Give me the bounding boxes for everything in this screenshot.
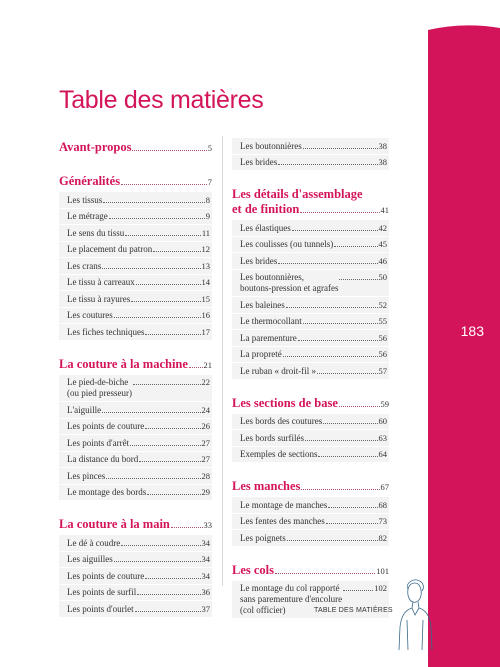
dot-leader [135,611,201,612]
entry-label: Les coutures [67,310,113,320]
toc-entry[interactable] [232,253,389,270]
toc-entry[interactable] [59,452,212,469]
section-title: La couture à la main [59,517,170,531]
toc-entry[interactable] [232,414,389,431]
column-divider [222,136,223,586]
entry-label: Le ruban « droit-fil » [240,365,316,376]
toc-entry[interactable] [59,225,212,242]
toc-entry[interactable] [232,220,389,237]
dot-leader [153,251,200,252]
dot-leader [301,489,379,490]
dot-leader [145,334,200,335]
toc-section-la-couture-a-la-machine [59,355,212,502]
entry-page: 13 [201,260,210,271]
dot-leader [326,523,378,524]
entry-label: Les bords surfilés [240,432,304,443]
toc-entry[interactable] [59,435,212,452]
entry-label: La parementure [240,332,297,343]
toc-entry[interactable] [232,270,389,298]
dot-leader [131,301,200,302]
dot-leader [102,412,200,413]
entry-label: Les points de surfil [67,587,137,597]
entry-label: Les fentes des manches [240,516,325,526]
dot-leader [121,545,200,546]
section-page: 5 [207,143,212,153]
dot-leader [130,445,200,446]
entry-label: Le pied-de-biche (ou pied presseur) [67,377,132,398]
toc-entry[interactable] [59,242,212,259]
section-heading[interactable] [232,561,389,581]
dot-leader [103,202,204,203]
entry-label: Le sens du tissu [67,227,125,238]
section-page: 21 [203,359,212,370]
entry-page: 63 [378,432,387,443]
entry-page: 102 [374,583,387,593]
toc-entry[interactable] [59,585,212,602]
section-page: 59 [380,398,389,409]
entry-label: Le dé à coudre [67,537,121,548]
entry-page: 52 [378,299,387,310]
toc-entry[interactable] [59,419,212,436]
section-heading[interactable] [232,477,389,497]
dot-leader [145,578,200,579]
entry-page: 73 [378,516,387,526]
toc-item-list [59,192,212,341]
dot-leader [121,184,207,185]
toc-item-list [232,497,389,547]
entry-label: Les pinces [67,470,106,481]
toc-section-generalites [59,172,212,341]
toc-entry[interactable] [232,314,389,331]
entry-page: 16 [201,310,210,320]
entry-page: 22 [201,377,210,387]
entry-label: Exemples de sections [240,449,318,459]
dot-leader [278,263,377,264]
toc-item-list [232,138,389,171]
toc-entry[interactable] [59,209,212,226]
dot-leader [106,478,200,479]
dot-leader [298,340,378,341]
toc-entry[interactable] [59,552,212,569]
toc-entry[interactable] [59,291,212,308]
toc-entry[interactable] [59,308,212,325]
toc-entry[interactable] [59,192,212,209]
entry-page: 68 [378,499,387,510]
entry-page: 27 [201,437,210,448]
toc-entry[interactable] [232,237,389,254]
toc-entry[interactable] [59,258,212,275]
dot-leader [189,367,203,368]
dot-leader [286,307,378,308]
section-title: Les détails d'assemblage [232,187,363,201]
entry-page: 28 [201,470,210,481]
dot-leader [305,440,378,441]
entry-label: Les aiguilles [67,554,113,564]
dot-leader [132,150,206,151]
entry-page: 50 [378,272,387,282]
section-page: 101 [376,565,389,576]
entry-page: 34 [201,537,210,548]
section-page: 67 [380,482,389,492]
dot-leader [317,373,378,374]
entry-page: 15 [201,293,210,304]
entry-label: Les points d'arrêt [67,437,130,448]
entry-label: Le thermocollant [240,316,302,326]
toc-section-la-couture-a-la-main [59,515,212,618]
toc-right-column [232,138,389,633]
section-title: Généralités [59,174,121,188]
toc-entry[interactable] [232,155,389,172]
dot-leader [139,461,200,462]
entry-page: 26 [201,421,210,431]
entry-label: Le montage de manches [240,499,328,510]
entry-label: Le montage du col rapporté sans parementure d'encolure (col officier) [240,583,343,615]
section-heading[interactable] [232,394,389,414]
toc-entry[interactable] [59,375,212,403]
sketch-icon [395,575,435,650]
section-heading[interactable] [59,138,212,158]
entry-label: Le tissu à carreaux [67,277,135,287]
dot-leader [343,590,373,591]
toc-entry[interactable] [59,468,212,485]
toc-entry[interactable] [232,138,389,155]
dot-leader [275,573,375,574]
toc-entry[interactable] [59,324,212,341]
footer-label: TABLE DES MATIÈRES [314,607,393,614]
section-page: 41 [380,205,389,215]
dot-leader [114,317,201,318]
toc-entry[interactable] [59,275,212,292]
toc-entry[interactable] [59,601,212,618]
dot-leader [339,406,380,407]
entry-label: Les boutonnières, boutons-pression et agrafes [240,272,339,293]
dot-leader [287,540,378,541]
dot-leader [125,235,201,236]
page-number: 183 [460,323,484,339]
entry-label: Les points de couture [67,570,145,581]
entry-label: Les points de couture [67,421,145,431]
dot-leader [283,356,378,357]
entry-page: 34 [201,570,210,581]
entry-label: Le tissu à rayures [67,293,131,304]
toc-entry[interactable] [232,330,389,347]
dot-leader [318,456,377,457]
section-title: Les cols [232,562,275,577]
toc-entry[interactable] [232,347,389,364]
section-heading[interactable] [59,515,212,535]
toc-left-column [59,138,212,632]
toc-entry[interactable] [232,497,389,514]
toc-entry[interactable] [232,363,389,380]
toc-entry[interactable] [59,535,212,552]
entry-label: Les brides [240,255,278,266]
toc-entry[interactable] [59,568,212,585]
entry-page: 64 [378,449,387,459]
entry-label: Les baleines [240,299,285,310]
entry-label: Le placement du patron [67,244,153,254]
entry-page: 57 [378,365,387,376]
entry-page: 29 [201,487,210,497]
entry-label: Les coulisses (ou tunnels) [240,239,334,249]
entry-page: 9 [205,211,210,221]
entry-label: Les tissus [67,194,103,205]
dot-leader [334,246,377,247]
dot-leader [133,384,201,385]
entry-page: 82 [378,532,387,543]
toc-section-les-manches [232,477,389,547]
entry-label: Les boutonnières [240,140,302,151]
dot-leader [145,428,200,429]
toc-entry[interactable] [232,430,389,447]
toc-entry[interactable] [59,485,212,502]
dot-leader [147,494,200,495]
toc-section-avant-propos [59,138,212,158]
entry-page: 17 [201,326,210,337]
entry-label: Les élastiques [240,222,291,233]
entry-label: Le montage des bords [67,487,147,497]
entry-label: La propreté [240,349,282,359]
dot-leader [303,323,378,324]
dot-leader [300,212,379,213]
entry-page: 56 [378,332,387,343]
entry-page: 38 [378,157,387,167]
dot-leader [102,268,200,269]
section-title-line2: et de finition [232,202,300,216]
entry-label: Les brides [240,157,278,167]
entry-page: 34 [201,554,210,564]
section-heading[interactable] [59,172,212,192]
entry-label: Les points d'ourlet [67,603,134,614]
toc-entry[interactable] [232,447,389,464]
entry-label: Les poignets [240,532,286,543]
toc-section-les-sections-de-base [232,394,389,464]
entry-page: 12 [201,244,210,254]
toc-item-list [59,535,212,618]
entry-page: 8 [205,194,210,205]
entry-page: 45 [378,239,387,249]
dot-leader [137,594,200,595]
toc-section-les-details-d-assemblage [232,185,389,380]
entry-page: 27 [201,454,210,464]
page-title: Table des matières [59,86,264,114]
section-title: Les sections de base [232,395,338,410]
section-heading[interactable] [232,185,389,220]
entry-page: 46 [378,255,387,266]
dot-leader [171,527,203,528]
entry-label: L'aiguille [67,404,102,415]
toc-item-list [232,414,389,464]
toc-entry[interactable] [59,402,212,419]
toc-entry[interactable] [232,514,389,531]
dot-leader [109,218,205,219]
dot-leader [278,164,377,165]
entry-page: 14 [201,277,210,287]
entry-page: 60 [378,416,387,426]
entry-page: 55 [378,316,387,326]
toc-item-list [59,375,212,502]
section-title: Avant-propos [59,140,132,154]
section-page: 33 [203,520,212,530]
entry-page: 36 [201,587,210,597]
woman-sketch-illustration [395,575,435,655]
toc-item-list [232,220,389,380]
dot-leader [323,423,377,424]
toc-entry[interactable] [232,530,389,547]
entry-label: La distance du bord [67,454,139,464]
entry-label: Les fiches techniques [67,326,145,337]
dot-leader [328,507,377,508]
entry-page: 56 [378,349,387,359]
entry-label: Les bords des coutures [240,416,323,426]
dot-leader [339,279,377,280]
section-page: 7 [207,177,212,187]
section-title: Les manches [232,479,301,493]
toc-entry[interactable] [232,297,389,314]
section-heading[interactable] [59,355,212,375]
dot-leader [303,148,378,149]
dot-leader [292,230,378,231]
toc-section-continued [232,138,389,171]
entry-page: 11 [201,227,210,238]
dot-leader [136,284,201,285]
entry-label: Le métrage [67,211,108,221]
entry-page: 42 [378,222,387,233]
entry-page: 24 [201,404,210,415]
entry-page: 38 [378,140,387,151]
entry-page: 37 [201,603,210,614]
section-title: La couture à la machine [59,356,188,371]
entry-label: Les crans [67,260,102,271]
dot-leader [114,561,201,562]
